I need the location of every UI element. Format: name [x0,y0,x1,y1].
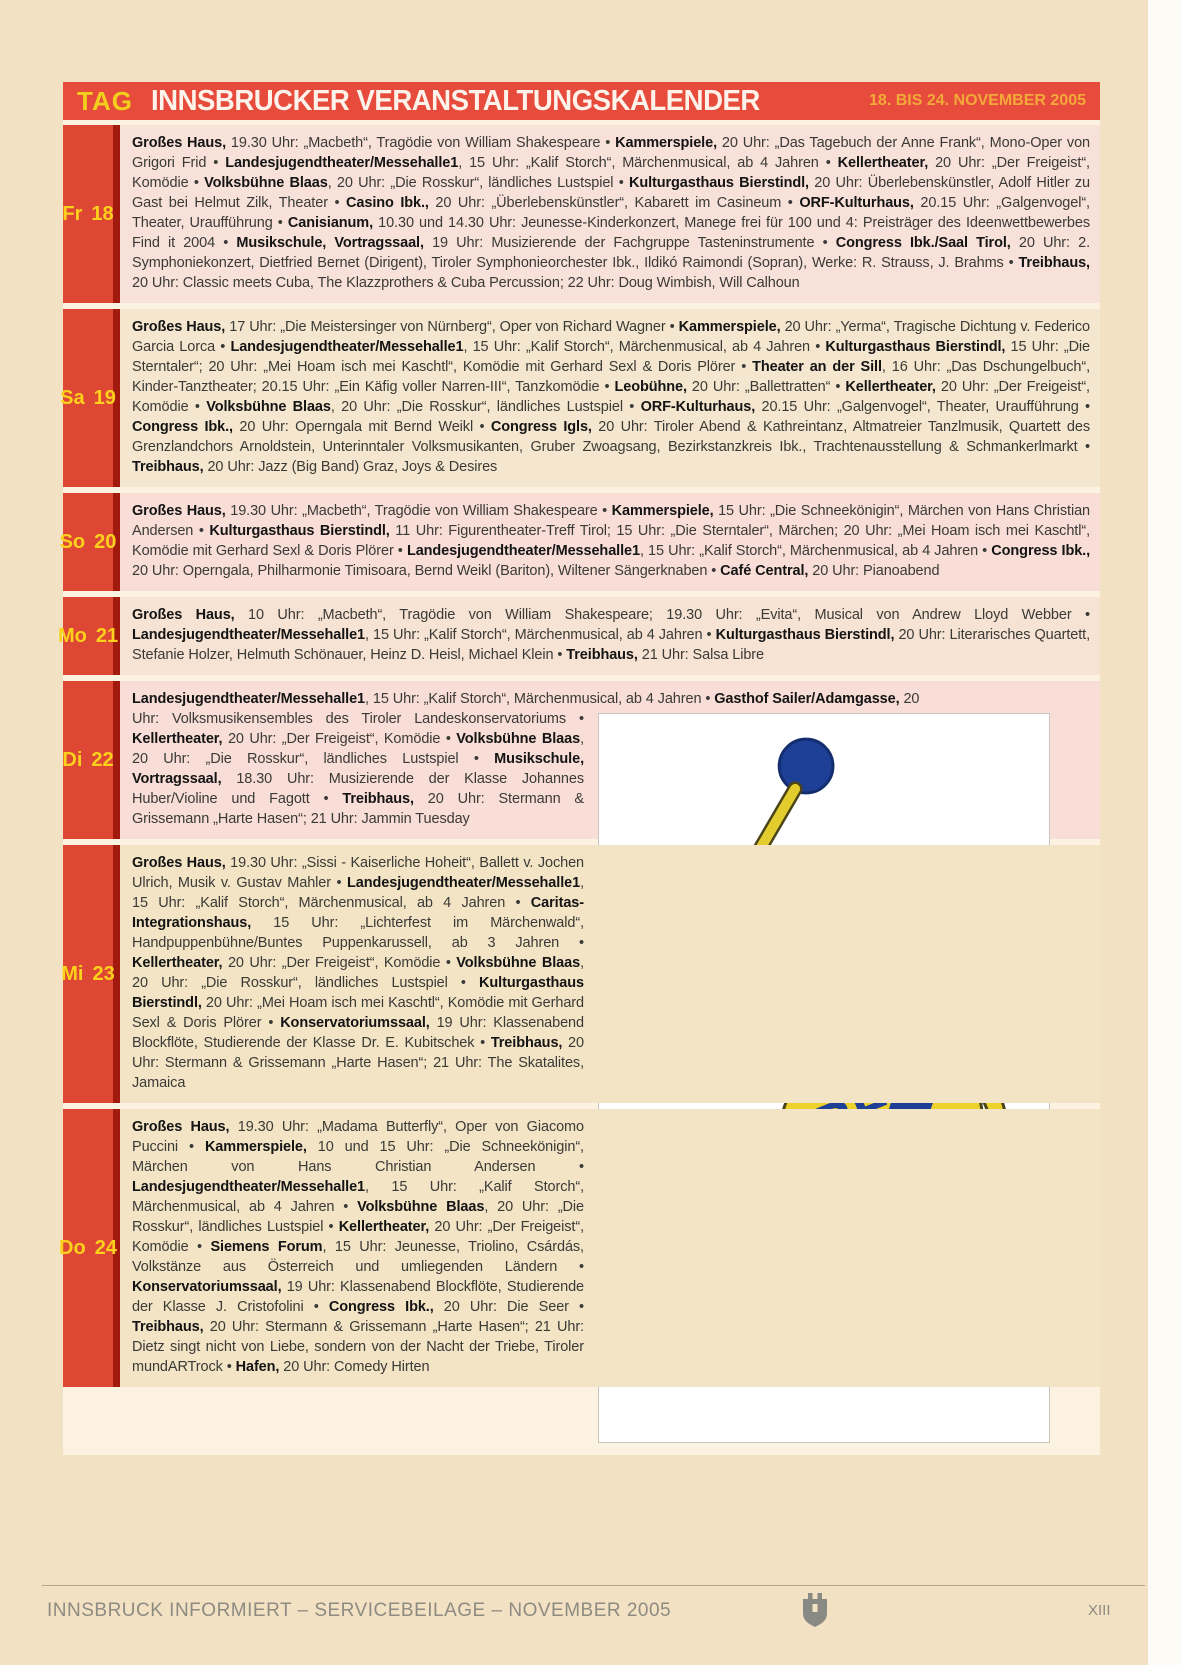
events-text-mi-23: Großes Haus, 19.30 Uhr: „Sissi - Kaiserliche Hoheit“, Ballett v. Jochen Ulrich, Musik v. Gustav Mahler • Landesjugendtheater/Messehalle1, 15 Uhr: „Kalif Storch“, Märchenmusical, ab 4 Jahren • Caritas-Integrationshaus, 15 Uhr: „Lichterfest im Märchenwald“, Handpuppenbühne/Buntes Puppenkarussell, ab 3 Jahren • Kellertheater, 20 Uhr: „Der Freigeist“, Komödie • Volksbühne Blaas, 20 Uhr: „Die Rosskur“, ländliches Lustspiel • Kulturgasthaus Bierstindl, 20 Uhr: „Mei Hoam isch mei Kaschtl“, Komödie mit Gerhard Sexl & Doris Plörer • Konservatoriumssaal, 19 Uhr: Klassenabend Blockflöte, Studierende der Klasse Dr. E. Kubitschek • Treibhaus, 20 Uhr: Stermann & Grissemann „Harte Hasen“; 21 Uhr: The Skatalites, Jamaica [132,855,584,1091]
day-number: 23 [92,962,115,985]
day-row-mo-21 [57,597,1100,675]
events-text-fr-18: Großes Haus, 19.30 Uhr: „Macbeth“, Tragödie von William Shakespeare • Kammerspiele, 20 Uhr: „Das Tagebuch der Anne Frank“, Mono-Oper von Grigori Frid • Landesjugendtheater/Messehalle1, 15 Uhr: „Kalif Storch“, Märchenmusical, ab 4 Jahren • Kellertheater, 20 Uhr: „Der Freigeist“, Komödie • Volksbühne Blaas, 20 Uhr: „Die Rosskur“, ländliches Lustspiel • Kulturgasthaus Bierstindl, 20 Uhr: Überlebenskünstler, Adolf Hitler zu Gast bei Helmut Zilk, Theater • Casino Ibk., 20 Uhr: „Überlebenskünstler“, Kabarett im Casineum • ORF-Kulturhaus, 20.15 Uhr: „Galgenvogel“, Theater, Uraufführung • Canisianum, 10.30 und 14.30 Uhr: Jeunesse-Kinderkonzert, Manege frei für 100 und 4: Preisträger des Ideenwettbewerbes Find it 2004 • Musikschule, Vortragssaal, 19 Uhr: Musizierende der Fachgruppe Tasteninstrumente • Congress Ibk./Saal Tirol, 20 Uhr: 2. Symphoniekonzert, Dietfried Bernet (Dirigent), Tiroler Symphonieorchester Ibk., Ildikó Raimondi (Sopran), Werke: R. Strauss, J. Brahms • Treibhaus, 20 Uhr: Classic meets Cuba, The Klazzprothers & Cuba Percussion; 22 Uhr: Doug Wimbish, Will Calhoun [132,135,1091,291]
events-text-di-22-lead: Landesjugendtheater/Messehalle1, 15 Uhr: „Kalif Storch“, Märchenmusical, ab 4 Jahren • Gasthof Sailer/Adamgasse, 20 [132,691,920,707]
events-text-mo-21: Großes Haus, 10 Uhr: „Macbeth“, Tragödie von William Shakespeare; 19.30 Uhr: „Evita“, Musical von Andrew Lloyd Webber • Landesjugendtheater/Messehalle1, 15 Uhr: „Kalif Storch“, Märchenmusical, ab 4 Jahren • Kulturgasthaus Bierstindl, 20 Uhr: Literarisches Quartett, Stefanie Holzer, Helmuth Schönauer, Heinz D. Heisl, Michael Klein • Treibhaus, 21 Uhr: Salsa Libre [132,607,1090,663]
day-label-mo-21 [57,597,120,675]
day-label-mi-23 [63,845,120,1103]
tag-column-header: TAG [77,85,133,116]
day-abbrev: Di [62,748,83,771]
day-label-fr-18 [63,125,120,303]
events-text-do-24: Großes Haus, 19.30 Uhr: „Madama Butterfly“, Oper von Giacomo Puccini • Kammerspiele, 10 und 15 Uhr: „Die Schneekönigin“, Märchen von Hans Christian Andersen • Landesjugendtheater/Messehalle1, 15 Uhr: „Kalif Storch“, Märchenmusical, ab 4 Jahren • Volksbühne Blaas, 20 Uhr: „Die Rosskur“, ländliches Lustspiel • Kellertheater, 20 Uhr: „Der Freigeist“, Komödie • Siemens Forum, 15 Uhr: Jeunesse, Triolino, Csárdás, Volkstänze aus Österreich und umliegenden Ländern • Konservatoriumssaal, 19 Uhr: Klassenabend Blockflöte, Studierende der Klasse J. Cristofolini • Congress Ibk., 20 Uhr: Die Seer • Treibhaus, 20 Uhr: Stermann & Grissemann „Harte Hasen“; 21 Uhr: Dietz singt nicht von Liebe, sondern von der Nacht der Triebe, Tiroler mundARTrock • Hafen, 20 Uhr: Comedy Hirten [132,1119,585,1375]
day-number: 21 [95,624,119,647]
footer-publication-title: INNSBRUCK INFORMIERT – SERVICEBEILAGE – NOVEMBER 2005 [47,1600,672,1621]
day-row-so-20 [59,493,1100,591]
day-number: 19 [93,386,116,409]
day-label-di-22 [63,681,120,839]
day-number: 22 [91,748,114,771]
events-text-sa-19: Großes Haus, 17 Uhr: „Die Meistersinger von Nürnberg“, Oper von Richard Wagner • Kammerspiele, 20 Uhr: „Yerma“, Tragische Dichtung v. Federico Garcia Lorca • Landesjugendtheater/Messehalle1, 15 Uhr: „Kalif Storch“, Märchenmusical, ab 4 Jahren • Kulturgasthaus Bierstindl, 15 Uhr: „Die Sterntaler“; 20 Uhr: „Mei Hoam isch mei Kaschtl“, Komödie mit Gerhard Sexl & Doris Plörer • Theater an der Sill, 16 Uhr: „Das Dschungelbuch“, Kinder-Tanztheater; 20.15 Uhr: „Ein Käfig voller Narren-III“, Tanzkomödie • Leobühne, 20 Uhr: „Ballettratten“ • Kellertheater, 20 Uhr: „Der Freigeist“, Komödie • Volksbühne Blaas, 20 Uhr: „Die Rosskur“, ländliches Lustspiel • ORF-Kulturhaus, 20.15 Uhr: „Galgenvogel“, Theater, Uraufführung • Congress Ibk., 20 Uhr: Operngala mit Bernd Weikl • Congress Igls, 20 Uhr: Tiroler Abend & Kathreintanz, Altmatreier Tanzlmusik, Quartett des Grenzlandchors Arnoldstein, Unterinntaler Volksmusikanten, Gruber Zwoagsang, Bezirkstanzkreis Ibk., Trachtenausstellung & Schmankerlmarkt • Treibhaus, 20 Uhr: Jazz (Big Band) Graz, Joys & Desires [132,319,1091,475]
page-number: XIII [1088,1602,1111,1619]
day-number: 20 [94,530,117,553]
mallet-ball [779,739,833,793]
events-text-so-20: Großes Haus, 19.30 Uhr: „Macbeth“, Tragödie von William Shakespeare • Kammerspiele, 15 Uhr: „Die Schneekönigin“, Märchen von Hans Christian Andersen • Kulturgasthaus Bierstindl, 11 Uhr: Figurentheater-Treff Tirol; 15 Uhr: „Die Sterntaler“, Märchen; 20 Uhr: „Mei Hoam isch mei Kaschtl“, Komödie mit Gerhard Sexl & Doris Plörer • Landesjugendtheater/Messehalle1, 15 Uhr: „Kalif Storch“, Märchenmusical, ab 4 Jahren • Congress Ibk., 20 Uhr: Operngala, Philharmonie Timisoara, Bernd Weikl (Bariton), Wiltener Sängerknaben • Café Central, 20 Uhr: Pianoabend [132,503,1091,579]
day-label-so-20 [59,493,120,591]
day-number: 18 [91,202,114,225]
day-row-fr-18 [62,125,1100,303]
calendar-header [63,82,1100,120]
day-label-sa-19 [60,309,120,487]
day-abbrev: So [59,530,86,553]
day-abbrev: Mo [57,624,87,647]
day-row-sa-19 [60,309,1100,487]
footer-divider [42,1585,1145,1586]
day-row-di-22 [62,681,1100,839]
day-row-mi-23 [61,845,1100,1103]
calendar-date-range: 18. BIS 24. NOVEMBER 2005 [869,92,1086,109]
event-calendar [57,82,1100,1455]
day-row-do-24 [59,1109,1100,1387]
day-abbrev: Mi [61,962,84,985]
day-abbrev: Fr [62,202,83,225]
page-edge [1148,0,1182,1665]
innsbruck-crest-icon [800,1590,830,1630]
day-abbrev: Do [59,1236,86,1259]
day-abbrev: Sa [60,386,85,409]
events-text-di-22: Uhr: Volksmusikensembles des Tiroler Landeskonservatoriums • Kellertheater, 20 Uhr: „Der Freigeist“, Komödie • Volksbühne Blaas, 20 Uhr: „Die Rosskur“, ländliches Lustspiel • Musikschule, Vortragssaal, 18.30 Uhr: Musizierende der Klasse Johannes Huber/Violine und Fagott • Treibhaus, 20 Uhr: Stermann & Grissemann „Harte Hasen“; 21 Uhr: Jammin Tuesday [132,711,584,827]
day-label-do-24 [59,1109,120,1387]
day-number: 24 [94,1236,117,1259]
calendar-title: INNSBRUCKER VERANSTALTUNGSKALENDER [151,84,760,117]
